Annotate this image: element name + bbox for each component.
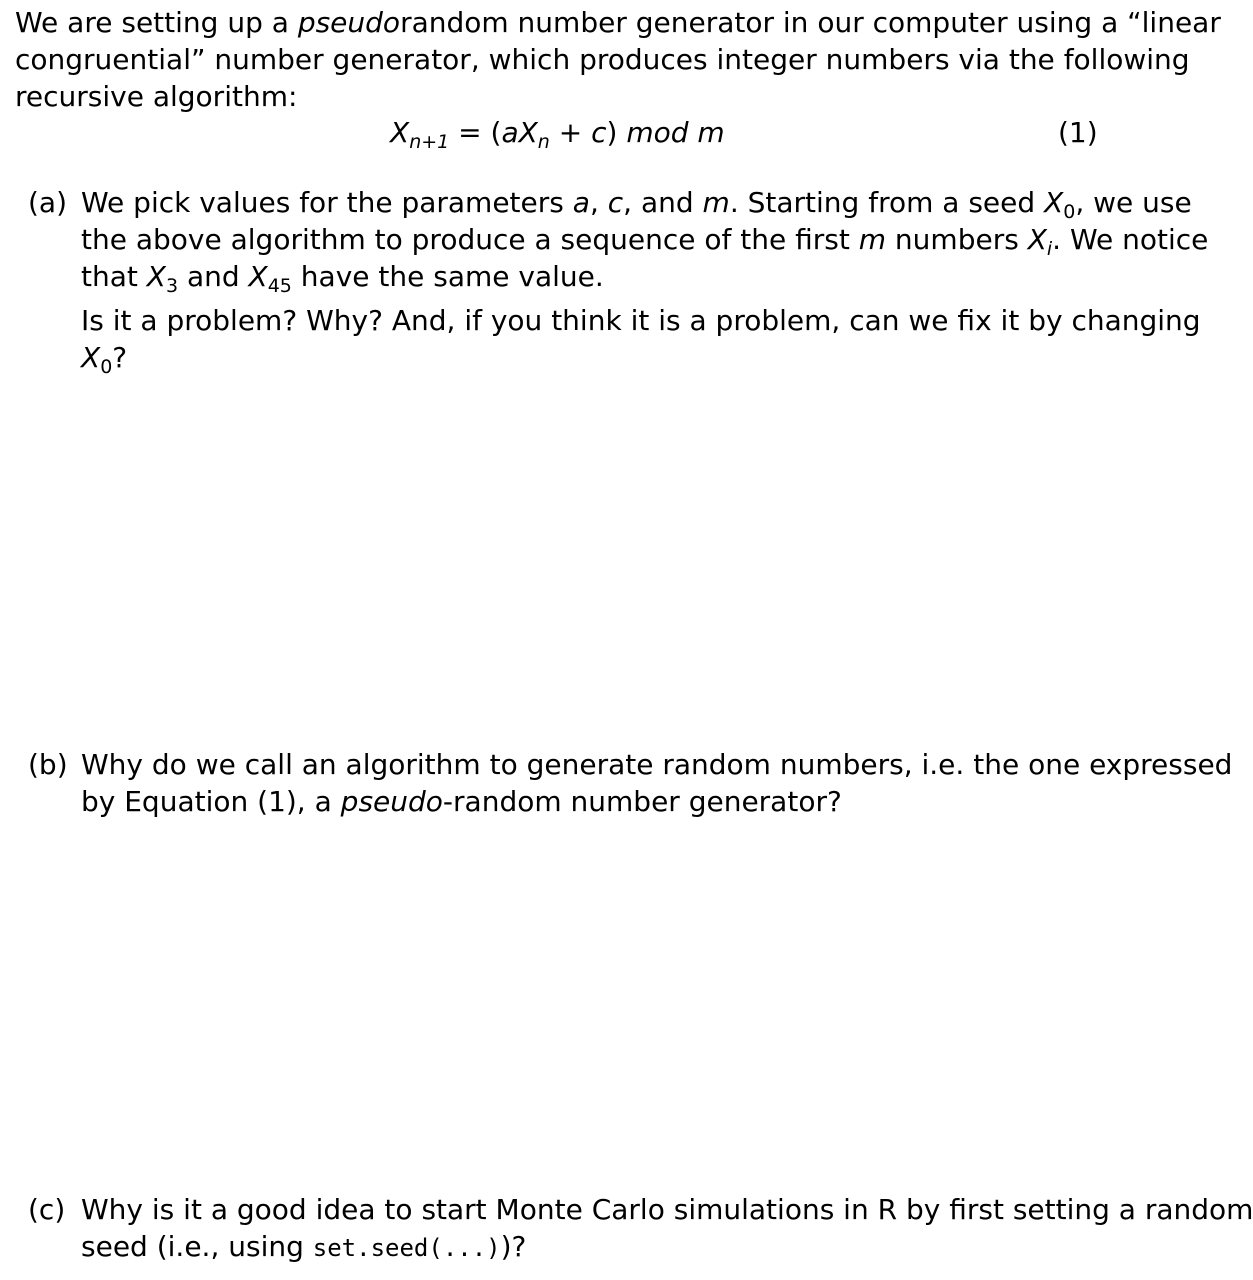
question-a-line-2: the above algorithm to produce a sequence of the first m numbers $X_i$. We notice (81, 223, 1209, 260)
set-seed-code: set.seed(...) (312, 1234, 501, 1262)
question-b-label: (b) (28, 748, 68, 781)
question-a-line-4: Is it a problem? Why? And, if you think it is a problem, can we fix it by changing (81, 304, 1201, 337)
question-a-label: (a) (28, 186, 68, 219)
recursion-equation: $X_{n+1} = (aX_n + c)$ mod m (390, 116, 725, 153)
question-c-label: (c) (28, 1193, 66, 1226)
question-b-line-2: by Equation (1), a pseudo-random number generator? (81, 785, 842, 818)
equation-number: (1) (1058, 116, 1098, 149)
question-c-line-1: Why is it a good idea to start Monte Carlo simulations in R by first setting a random (81, 1193, 1253, 1226)
intro-line-1: We are setting up a pseudorandom number generator in our computer using a “linear (15, 6, 1221, 39)
intro-line-3: recursive algorithm: (15, 80, 298, 113)
intro-line-2: congruential” number generator, which produces integer numbers via the following (15, 43, 1190, 76)
question-a-line-1: We pick values for the parameters a, c, and m. Starting from a seed $X_0$, we use (81, 186, 1192, 223)
question-c-line-2: seed (i.e., using set.seed(...))? (81, 1230, 527, 1263)
question-a-line-5: $X_0$? (81, 341, 128, 378)
question-b-line-1: Why do we call an algorithm to generate random numbers, i.e. the one expressed (81, 748, 1233, 781)
question-a-line-3: that $X_3$ and $X_{45}$ have the same value. (81, 260, 604, 297)
